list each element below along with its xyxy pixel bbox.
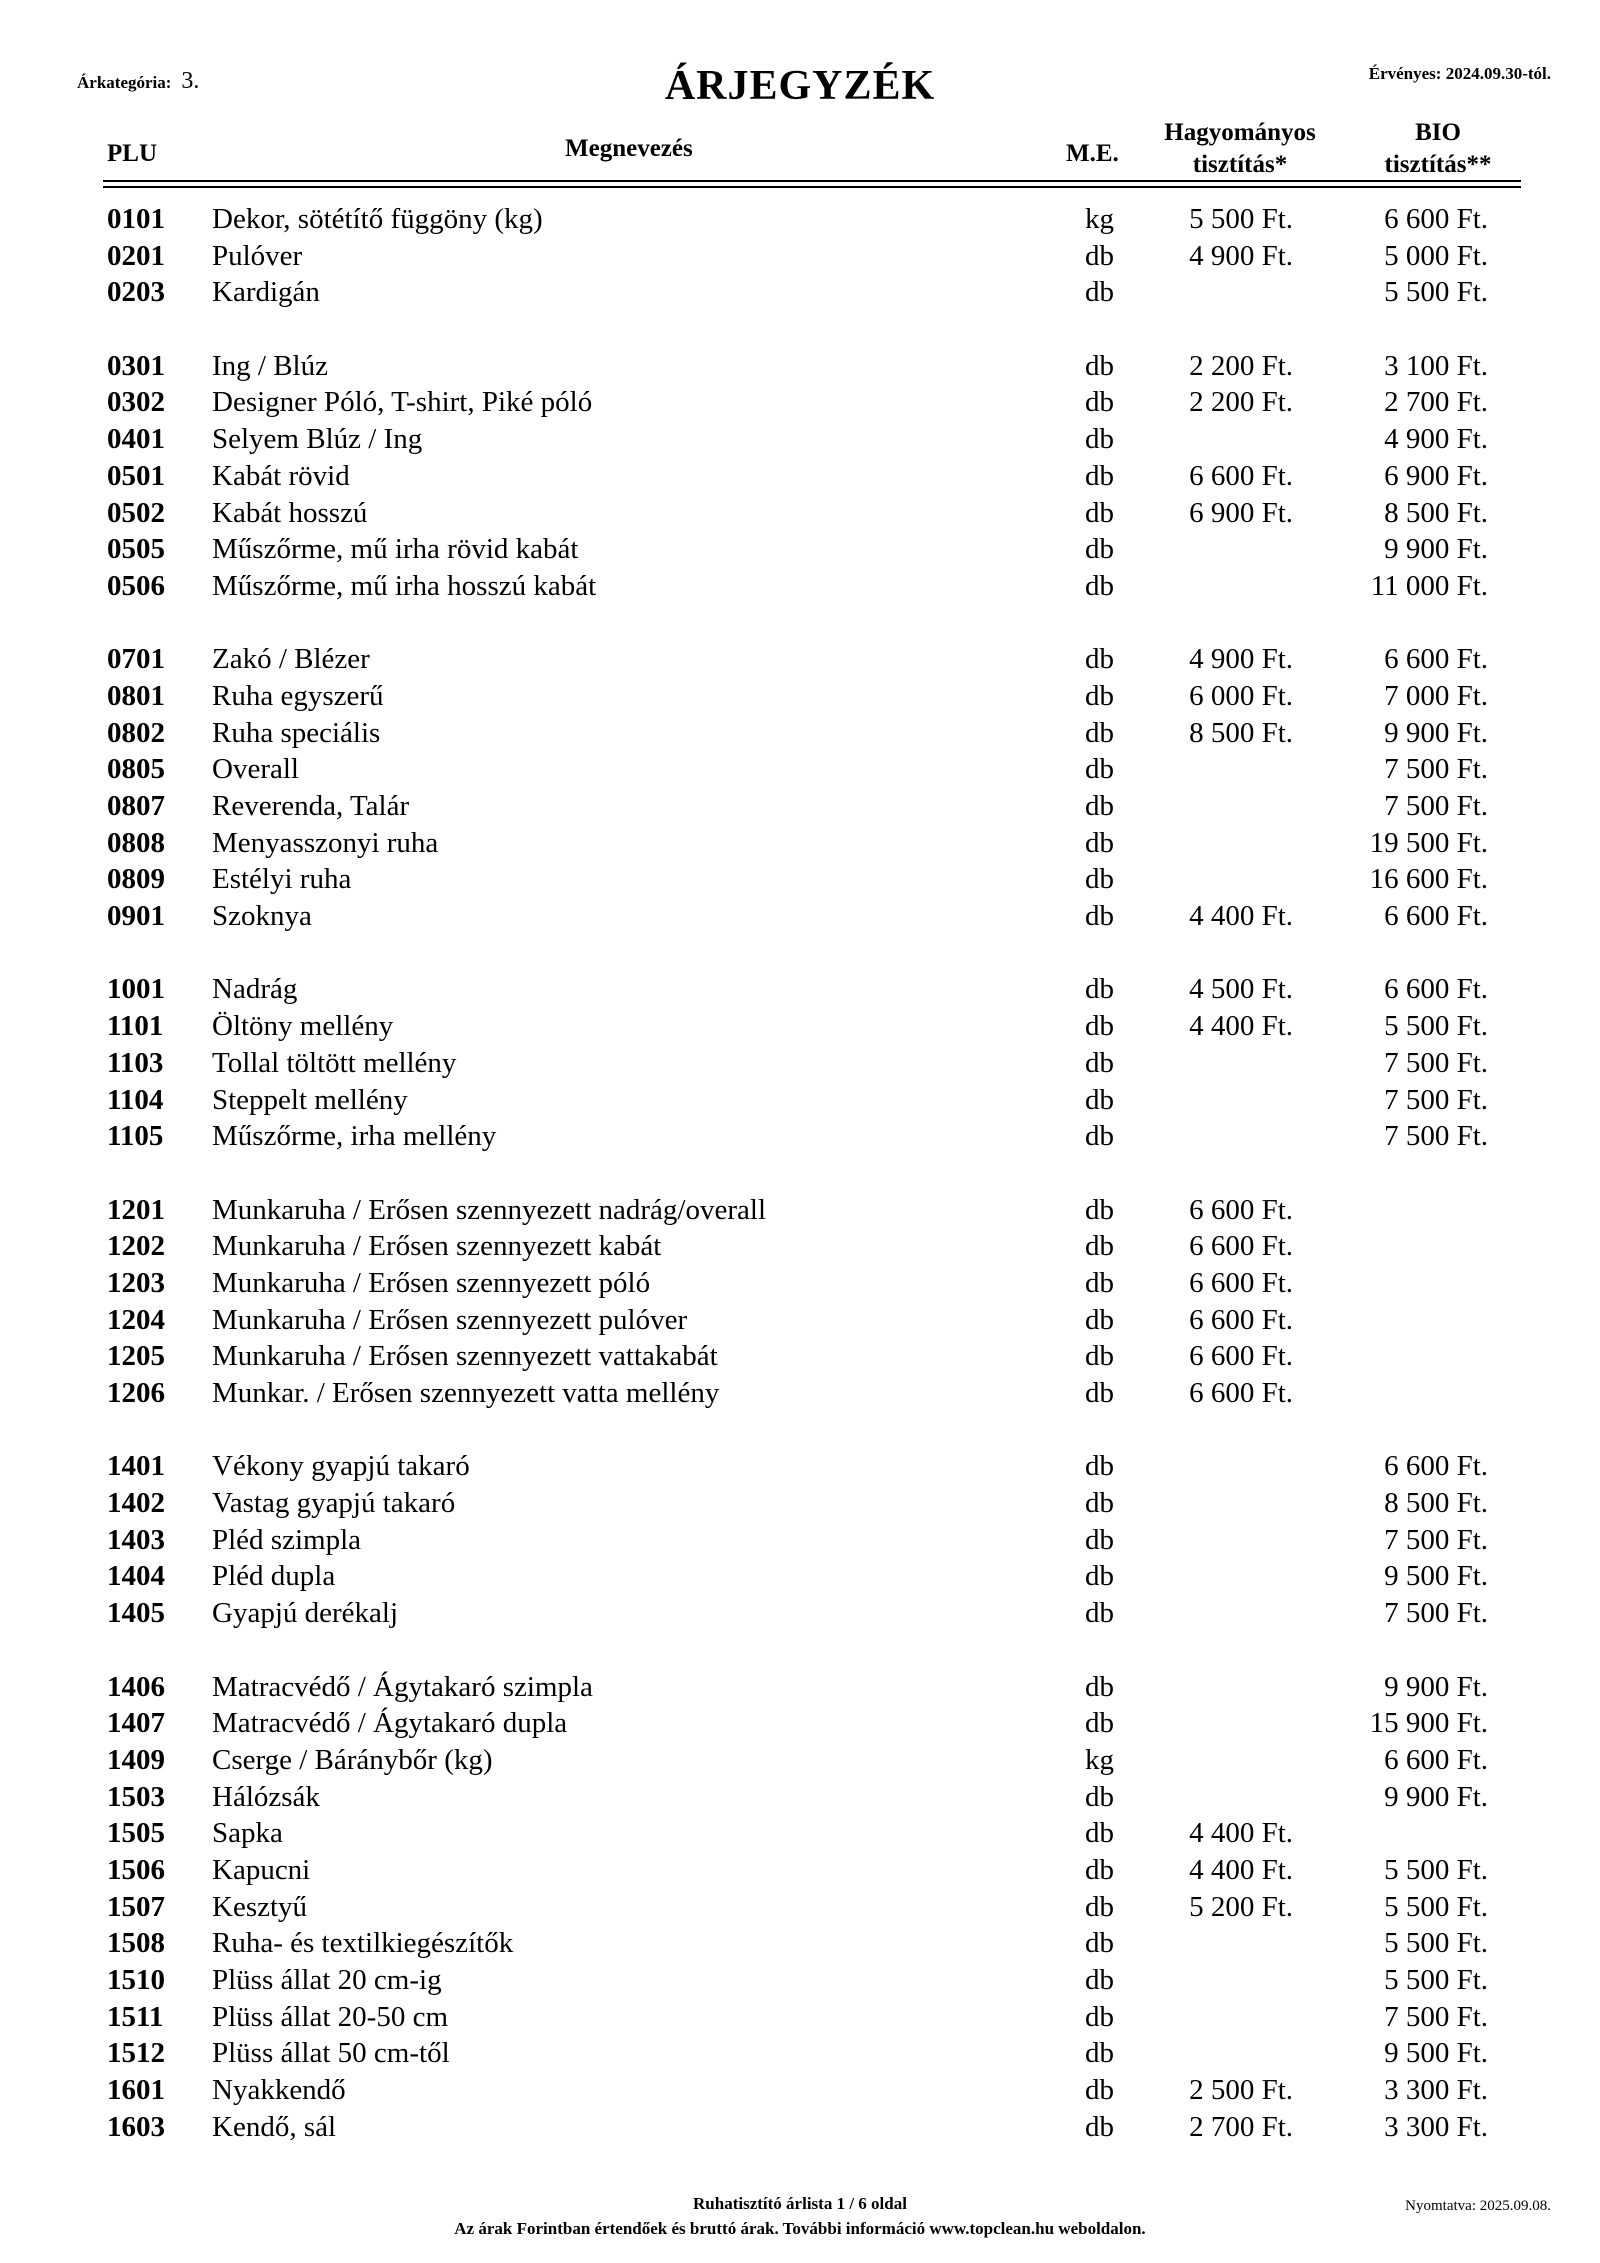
table-row <box>0 568 1600 605</box>
plu-cell: 1409 <box>107 1743 165 1776</box>
bio-price-cell: 7 500 Ft. <box>1384 790 1488 822</box>
unit-cell: db <box>1085 826 1114 859</box>
plu-cell: 1406 <box>107 1670 165 1703</box>
column-header-unit: M.E. <box>1066 140 1119 167</box>
bio-price-cell: 2 700 Ft. <box>1384 386 1488 419</box>
plu-cell: 1407 <box>107 1707 165 1740</box>
unit-cell: kg <box>1085 1743 1114 1776</box>
traditional-price-cell: 5 200 Ft. <box>1189 1890 1293 1923</box>
price-category-value: 3. <box>181 68 200 94</box>
plu-cell: 0901 <box>107 900 165 933</box>
plu-cell: 1401 <box>107 1450 165 1483</box>
bio-price-cell: 9 900 Ft. <box>1384 1670 1488 1703</box>
bio-price-cell: 7 500 Ft. <box>1384 753 1488 786</box>
table-row <box>0 384 1600 421</box>
bio-price-cell: 5 500 Ft. <box>1384 1853 1488 1886</box>
unit-cell: db <box>1085 790 1114 822</box>
plu-cell: 1507 <box>107 1890 165 1923</box>
plu-cell: 1503 <box>107 1780 165 1813</box>
unit-cell: db <box>1085 239 1114 272</box>
name-cell: Dekor, sötétítő függöny (kg) <box>212 203 543 235</box>
name-cell: Pulóver <box>212 239 303 272</box>
plu-cell: 1601 <box>107 2074 165 2107</box>
bio-price-cell: 6 600 Ft. <box>1384 643 1488 676</box>
traditional-price-cell: 6 600 Ft. <box>1189 1303 1293 1336</box>
plu-cell: 0807 <box>107 790 165 822</box>
unit-cell: db <box>1085 643 1114 676</box>
table-row <box>0 531 1600 568</box>
unit-cell: db <box>1085 1046 1114 1079</box>
table-row <box>0 898 1600 935</box>
valid-from: Érvényes: 2024.09.30-tól. <box>1368 64 1551 83</box>
bio-price-cell: 5 500 Ft. <box>1384 1964 1488 1996</box>
plu-cell: 1104 <box>107 1083 164 1116</box>
unit-cell: db <box>1085 533 1114 566</box>
plu-cell: 1001 <box>107 973 165 1006</box>
bio-price-cell: 7 000 Ft. <box>1384 679 1488 712</box>
name-cell: Gyapjú derékalj <box>212 1597 399 1630</box>
plu-cell: 1404 <box>107 1560 165 1593</box>
name-cell: Plüss állat 50 cm-től <box>212 2037 450 2070</box>
unit-cell: db <box>1085 1560 1114 1593</box>
table-row <box>0 2072 1600 2109</box>
plu-cell: 1511 <box>107 2000 164 2033</box>
plu-cell: 1206 <box>107 1377 165 1409</box>
traditional-price-cell: 2 500 Ft. <box>1189 2074 1293 2107</box>
name-cell: Hálózsák <box>212 1780 320 1813</box>
table-row <box>0 751 1600 788</box>
unit-cell: db <box>1085 2110 1114 2143</box>
bio-price-cell: 6 900 Ft. <box>1384 459 1488 492</box>
name-cell: Sapka <box>212 1817 283 1850</box>
name-cell: Munkaruha / Erősen szennyezett nadrág/overall <box>212 1193 767 1226</box>
bio-price-cell: 8 500 Ft. <box>1384 496 1488 529</box>
table-row <box>0 421 1600 458</box>
bio-price-cell: 5 500 Ft. <box>1384 1010 1488 1043</box>
plu-cell: 0201 <box>107 239 165 272</box>
name-cell: Overall <box>212 753 299 786</box>
name-cell: Ruha- és textilkiegészítők <box>212 1927 514 1960</box>
table-row <box>0 1815 1600 1852</box>
table-row <box>0 458 1600 495</box>
unit-cell: db <box>1085 1890 1114 1923</box>
traditional-price-cell: 6 600 Ft. <box>1189 459 1293 492</box>
column-header-traditional-line2: tisztítás* <box>1192 151 1288 178</box>
column-header-bio-line2: tisztítás** <box>1384 151 1492 178</box>
table-row <box>0 238 1600 275</box>
bio-price-cell: 5 500 Ft. <box>1384 1890 1488 1923</box>
unit-cell: db <box>1085 1670 1114 1703</box>
bio-price-cell: 4 900 Ft. <box>1384 423 1488 456</box>
name-cell: Plüss állat 20-50 cm <box>212 2000 449 2033</box>
plu-cell: 0101 <box>107 203 165 235</box>
column-header-traditional <box>1140 117 1340 181</box>
plu-cell: 1203 <box>107 1266 165 1299</box>
traditional-price-cell: 5 500 Ft. <box>1189 203 1293 235</box>
table-row <box>0 1522 1600 1559</box>
plu-cell: 1403 <box>107 1523 165 1556</box>
bio-price-cell: 9 500 Ft. <box>1384 2037 1488 2070</box>
unit-cell: db <box>1085 1083 1114 1116</box>
traditional-price-cell: 6 600 Ft. <box>1189 1377 1293 1409</box>
table-row <box>0 1338 1600 1375</box>
table-row <box>0 1779 1600 1816</box>
plu-cell: 0808 <box>107 826 165 859</box>
plu-cell: 0701 <box>107 643 165 676</box>
unit-cell: db <box>1085 1193 1114 1226</box>
name-cell: Tollal töltött mellény <box>212 1046 457 1079</box>
name-cell: Munkaruha / Erősen szennyezett póló <box>212 1266 651 1299</box>
price-table <box>0 201 1600 2145</box>
table-row <box>0 1852 1600 1889</box>
unit-cell: db <box>1085 2000 1114 2033</box>
unit-cell: db <box>1085 679 1114 712</box>
plu-cell: 1402 <box>107 1487 165 1520</box>
unit-cell: db <box>1085 2074 1114 2107</box>
unit-cell: db <box>1085 569 1114 602</box>
table-row <box>0 641 1600 678</box>
column-header-traditional-line1: Hagyományos <box>1164 119 1316 146</box>
bio-price-cell: 16 600 Ft. <box>1369 863 1488 896</box>
unit-cell: db <box>1085 1230 1114 1263</box>
table-row <box>0 1669 1600 1706</box>
plu-cell: 1205 <box>107 1340 165 1373</box>
bio-price-cell: 5 000 Ft. <box>1384 239 1488 272</box>
table-row <box>0 1485 1600 1522</box>
name-cell: Menyasszonyi ruha <box>212 826 439 859</box>
name-cell: Műszőrme, mű irha hosszú kabát <box>212 569 597 602</box>
name-cell: Plüss állat 20 cm-ig <box>212 1964 442 1996</box>
table-row <box>0 2035 1600 2072</box>
table-row <box>0 495 1600 532</box>
bio-price-cell: 7 500 Ft. <box>1384 1120 1488 1153</box>
unit-cell: db <box>1085 1707 1114 1740</box>
table-row <box>0 1192 1600 1229</box>
bio-price-cell: 9 900 Ft. <box>1384 716 1488 749</box>
name-cell: Vastag gyapjú takaró <box>212 1487 456 1520</box>
table-row <box>0 1375 1600 1412</box>
name-cell: Műszőrme, mű irha rövid kabát <box>212 533 579 566</box>
bio-price-cell: 8 500 Ft. <box>1384 1487 1488 1520</box>
table-row <box>0 1889 1600 1926</box>
plu-cell: 1103 <box>107 1046 164 1079</box>
name-cell: Kabát rövid <box>212 459 350 492</box>
footer-note: Az árak Forintban értendőek és bruttó árak. További információ www.topclean.hu weboldalon. <box>454 2219 1146 2238</box>
name-cell: Estélyi ruha <box>212 863 352 896</box>
column-header-plu: PLU <box>107 140 157 167</box>
table-row <box>0 1118 1600 1155</box>
name-cell: Kapucni <box>212 1853 311 1886</box>
traditional-price-cell: 4 900 Ft. <box>1189 239 1293 272</box>
column-header-bio-line1: BIO <box>1415 119 1461 146</box>
name-cell: Kendő, sál <box>212 2110 337 2143</box>
traditional-price-cell: 2 200 Ft. <box>1189 349 1293 382</box>
table-row <box>0 861 1600 898</box>
name-cell: Munkaruha / Erősen szennyezett pulóver <box>212 1303 688 1336</box>
name-cell: Öltöny mellény <box>212 1010 394 1043</box>
name-cell: Pléd dupla <box>212 1560 336 1593</box>
name-cell: Kardigán <box>212 276 320 309</box>
unit-cell: db <box>1085 1377 1114 1409</box>
traditional-price-cell: 6 600 Ft. <box>1189 1266 1293 1299</box>
bio-price-cell: 15 900 Ft. <box>1369 1707 1488 1740</box>
name-cell: Reverenda, Talár <box>212 790 410 822</box>
header-divider-bottom <box>103 186 1521 188</box>
table-row <box>0 1999 1600 2036</box>
table-row <box>0 971 1600 1008</box>
traditional-price-cell: 8 500 Ft. <box>1189 716 1293 749</box>
traditional-price-cell: 4 400 Ft. <box>1189 1817 1293 1850</box>
bio-price-cell: 7 500 Ft. <box>1384 1597 1488 1630</box>
unit-cell: db <box>1085 973 1114 1006</box>
print-date: Nyomtatva: 2025.09.08. <box>1405 2198 1551 2214</box>
bio-price-cell: 7 500 Ft. <box>1384 1523 1488 1556</box>
traditional-price-cell: 6 900 Ft. <box>1189 496 1293 529</box>
plu-cell: 0401 <box>107 423 165 456</box>
bio-price-cell: 3 100 Ft. <box>1384 349 1488 382</box>
unit-cell: db <box>1085 716 1114 749</box>
name-cell: Designer Póló, T-shirt, Piké póló <box>212 386 593 419</box>
unit-cell: db <box>1085 386 1114 419</box>
name-cell: Pléd szimpla <box>212 1523 362 1556</box>
name-cell: Ing / Blúz <box>212 349 328 382</box>
name-cell: Munkaruha / Erősen szennyezett vattakabát <box>212 1340 718 1373</box>
bio-price-cell: 3 300 Ft. <box>1384 2110 1488 2143</box>
name-cell: Matracvédő / Ágytakaró dupla <box>212 1707 568 1740</box>
name-cell: Selyem Blúz / Ing <box>212 423 423 456</box>
table-row <box>0 1008 1600 1045</box>
name-cell: Ruha egyszerű <box>212 679 384 712</box>
plu-cell: 1510 <box>107 1964 165 1996</box>
table-row <box>0 715 1600 752</box>
table-row <box>0 274 1600 311</box>
bio-price-cell: 7 500 Ft. <box>1384 1046 1488 1079</box>
bio-price-cell: 6 600 Ft. <box>1384 900 1488 933</box>
bio-price-cell: 7 500 Ft. <box>1384 1083 1488 1116</box>
table-row <box>0 1595 1600 1632</box>
unit-cell: db <box>1085 1303 1114 1336</box>
unit-cell: db <box>1085 1120 1114 1153</box>
unit-cell: db <box>1085 1780 1114 1813</box>
plu-cell: 1204 <box>107 1303 165 1336</box>
bio-price-cell: 6 600 Ft. <box>1384 1450 1488 1483</box>
table-row <box>0 1302 1600 1339</box>
traditional-price-cell: 4 400 Ft. <box>1189 1010 1293 1043</box>
plu-cell: 1603 <box>107 2110 165 2143</box>
name-cell: Munkar. / Erősen szennyezett vatta mellény <box>212 1377 720 1409</box>
plu-cell: 0805 <box>107 753 165 786</box>
unit-cell: db <box>1085 423 1114 456</box>
traditional-price-cell: 2 200 Ft. <box>1189 386 1293 419</box>
header-divider-top <box>103 180 1521 182</box>
unit-cell: db <box>1085 1597 1114 1630</box>
unit-cell: db <box>1085 753 1114 786</box>
unit-cell: db <box>1085 1010 1114 1043</box>
unit-cell: db <box>1085 900 1114 933</box>
plu-cell: 0302 <box>107 386 165 419</box>
traditional-price-cell: 4 400 Ft. <box>1189 1853 1293 1886</box>
traditional-price-cell: 4 500 Ft. <box>1189 973 1293 1006</box>
table-row <box>0 348 1600 385</box>
unit-cell: db <box>1085 1487 1114 1520</box>
name-cell: Kabát hosszú <box>212 496 368 529</box>
table-row <box>0 1228 1600 1265</box>
plu-cell: 0802 <box>107 716 165 749</box>
plu-cell: 1105 <box>107 1120 164 1153</box>
plu-cell: 1201 <box>107 1193 165 1226</box>
plu-cell: 1508 <box>107 1927 165 1960</box>
name-cell: Steppelt mellény <box>212 1083 408 1116</box>
name-cell: Szoknya <box>212 900 312 933</box>
bio-price-cell: 19 500 Ft. <box>1369 826 1488 859</box>
table-row <box>0 201 1600 238</box>
plu-cell: 1506 <box>107 1853 165 1886</box>
unit-cell: db <box>1085 1450 1114 1483</box>
unit-cell: db <box>1085 1266 1114 1299</box>
unit-cell: db <box>1085 459 1114 492</box>
plu-cell: 0506 <box>107 569 165 602</box>
unit-cell: db <box>1085 863 1114 896</box>
table-row <box>0 1558 1600 1595</box>
bio-price-cell: 9 900 Ft. <box>1384 1780 1488 1813</box>
price-category-label: Árkategória: <box>77 73 172 92</box>
table-row <box>0 1705 1600 1742</box>
bio-price-cell: 5 500 Ft. <box>1384 276 1488 309</box>
table-row <box>0 1448 1600 1485</box>
table-row <box>0 1045 1600 1082</box>
table-row <box>0 1742 1600 1779</box>
traditional-price-cell: 6 600 Ft. <box>1189 1230 1293 1263</box>
traditional-price-cell: 6 600 Ft. <box>1189 1340 1293 1373</box>
name-cell: Nyakkendő <box>212 2074 346 2107</box>
name-cell: Kesztyű <box>212 1890 308 1923</box>
bio-price-cell: 9 500 Ft. <box>1384 1560 1488 1593</box>
table-row <box>0 1265 1600 1302</box>
traditional-price-cell: 4 400 Ft. <box>1189 900 1293 933</box>
name-cell: Nadrág <box>212 973 298 1006</box>
table-row <box>0 825 1600 862</box>
table-row <box>0 788 1600 825</box>
plu-cell: 1505 <box>107 1817 165 1850</box>
unit-cell: kg <box>1085 203 1114 235</box>
table-row <box>0 1962 1600 1999</box>
unit-cell: db <box>1085 1523 1114 1556</box>
plu-cell: 0501 <box>107 459 165 492</box>
bio-price-cell: 6 600 Ft. <box>1384 203 1488 235</box>
table-row <box>0 2109 1600 2146</box>
traditional-price-cell: 2 700 Ft. <box>1189 2110 1293 2143</box>
table-row <box>0 1925 1600 1962</box>
plu-cell: 0203 <box>107 276 165 309</box>
traditional-price-cell: 4 900 Ft. <box>1189 643 1293 676</box>
plu-cell: 0505 <box>107 533 165 566</box>
plu-cell: 0301 <box>107 349 165 382</box>
bio-price-cell: 9 900 Ft. <box>1384 533 1488 566</box>
unit-cell: db <box>1085 1340 1114 1373</box>
name-cell: Cserge / Báránybőr (kg) <box>212 1743 493 1776</box>
bio-price-cell: 5 500 Ft. <box>1384 1927 1488 1960</box>
plu-cell: 0809 <box>107 863 165 896</box>
name-cell: Munkaruha / Erősen szennyezett kabát <box>212 1230 662 1263</box>
column-header-name: Megnevezés <box>565 135 693 162</box>
unit-cell: db <box>1085 496 1114 529</box>
bio-price-cell: 11 000 Ft. <box>1370 569 1488 602</box>
unit-cell: db <box>1085 1927 1114 1960</box>
page-title: ÁRJEGYZÉK <box>664 63 936 109</box>
plu-cell: 1202 <box>107 1230 165 1263</box>
bio-price-cell: 3 300 Ft. <box>1384 2074 1488 2107</box>
column-header-bio <box>1348 117 1528 181</box>
plu-cell: 1101 <box>107 1010 164 1043</box>
unit-cell: db <box>1085 1853 1114 1886</box>
footer-page-info: Ruhatisztító árlista 1 / 6 oldal <box>693 2194 907 2213</box>
unit-cell: db <box>1085 276 1114 309</box>
name-cell: Zakó / Blézer <box>212 643 370 676</box>
name-cell: Ruha speciális <box>212 716 381 749</box>
unit-cell: db <box>1085 1964 1114 1996</box>
unit-cell: db <box>1085 349 1114 382</box>
unit-cell: db <box>1085 1817 1114 1850</box>
bio-price-cell: 6 600 Ft. <box>1384 973 1488 1006</box>
traditional-price-cell: 6 600 Ft. <box>1189 1193 1293 1226</box>
plu-cell: 1405 <box>107 1597 165 1630</box>
bio-price-cell: 6 600 Ft. <box>1384 1743 1488 1776</box>
unit-cell: db <box>1085 2037 1114 2070</box>
bio-price-cell: 7 500 Ft. <box>1384 2000 1488 2033</box>
table-row <box>0 1082 1600 1119</box>
name-cell: Műszőrme, irha mellény <box>212 1120 497 1153</box>
table-row <box>0 678 1600 715</box>
name-cell: Matracvédő / Ágytakaró szimpla <box>212 1670 593 1703</box>
plu-cell: 1512 <box>107 2037 165 2070</box>
plu-cell: 0801 <box>107 679 165 712</box>
name-cell: Vékony gyapjú takaró <box>212 1450 470 1483</box>
plu-cell: 0502 <box>107 496 165 529</box>
traditional-price-cell: 6 000 Ft. <box>1189 679 1293 712</box>
